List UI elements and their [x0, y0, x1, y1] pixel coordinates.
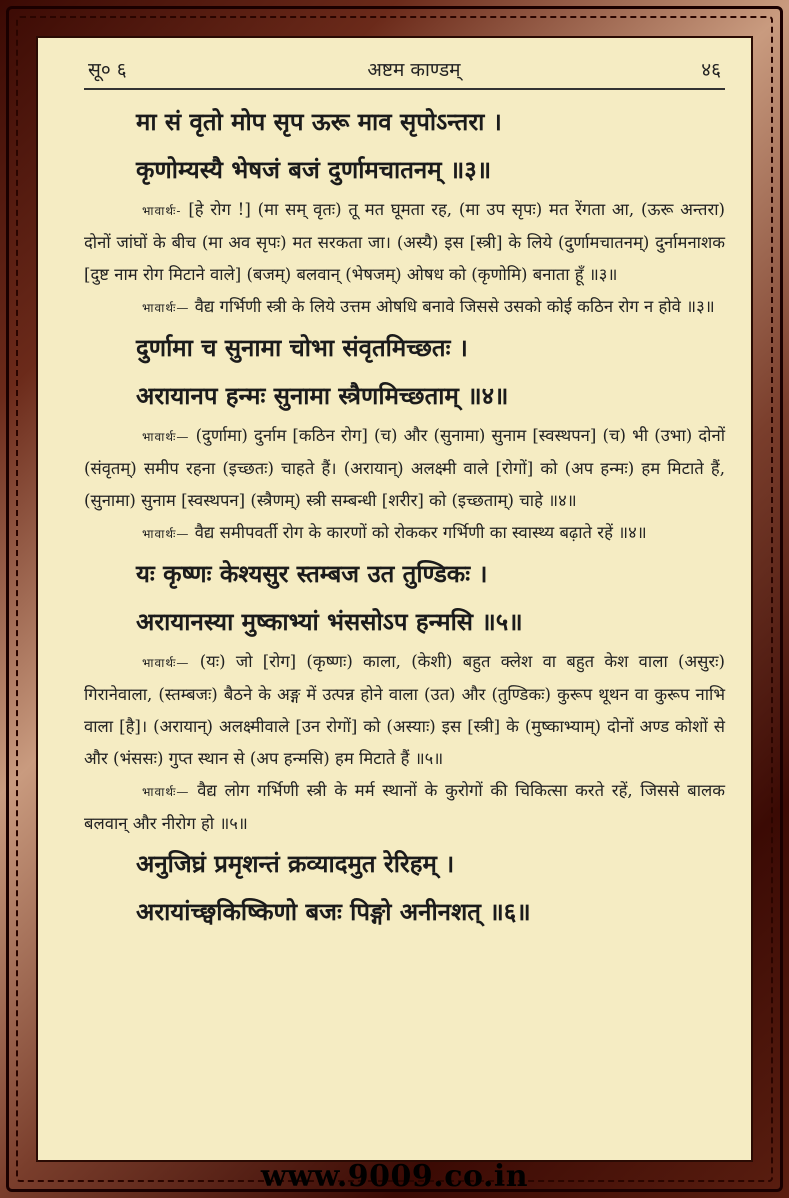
book-page — [36, 36, 753, 1162]
verse-line: यः कृष्णः केश्यसुर स्तम्बज उत तुण्डिकः । — [136, 559, 488, 588]
commentary-text: वैद्य लोग गर्भिणी स्त्री के मर्म स्थानों के कुरोगों की चिकित्सा करते रहें, जिससे बालक बलवान् और नीरोग हो ॥५॥ — [84, 781, 725, 833]
verse-line: कृणोम्यस्यै भेषजं बजं दुर्णामचातनम् ॥३॥ — [136, 155, 492, 184]
commentary-label: भावार्थः— — [142, 527, 190, 541]
commentary-text: [हे रोग !] (मा सम् वृतः) तू मत घूमता रह, (मा उप सृपः) मत रेंगता आ, (ऊरू अन्तरा) दोनों जांघों के बीच (मा अव सृपः) मत सरकता जा। (अस्यै) इस [स्त्री] के लिये (दुर्णामचातनम्) दुर्नामनाशक [दुष्ट नाम रोग मिटाने वाले] (बजम्) बलवान् (भेषजम्) ओषध को (कृणोमि) बनाता हूँ ॥३॥ — [84, 200, 725, 284]
website-watermark: www.9009.co.in — [260, 1159, 529, 1194]
commentary-paragraph — [84, 194, 725, 291]
page-number: ४६ — [701, 59, 721, 81]
commentary-label: भावार्थः— — [142, 301, 190, 315]
page-content — [84, 98, 725, 936]
sukta-number: सू० ६ — [88, 59, 127, 81]
commentary-paragraph — [84, 420, 725, 517]
commentary-text: वैद्य गर्भिणी स्त्री के लिये उत्तम ओषधि बनावे जिससे उसको कोई कठिन रोग न होवे ॥३॥ — [194, 297, 715, 316]
commentary-label: भावार्थः- — [142, 204, 182, 218]
commentary-paragraph — [84, 291, 725, 324]
commentary-paragraph — [84, 775, 725, 840]
commentary-text: (यः) जो [रोग] (कृष्णः) काला, (केशी) बहुत क्लेश वा बहुत केश वाला (असुरः) गिरानेवाला, (स्तम्बजः) बैठने के अङ्ग में उत्पन्न होने वाला (उत) और (तुण्डिकः) कुरूप थूथन वा कुरूप नाभि वाला [है]। (अरायान्) अलक्ष्मीवाले [उन रोगों] को (अस्याः) इस [स्त्री] के (मुष्काभ्याम्) दोनों अण्ड कोशों से और (भंससः) गुप्त स्थान से (अप हन्मसि) हम मिटाते हैं ॥५॥ — [84, 652, 725, 768]
commentary-label: भावार्थः— — [142, 656, 190, 670]
verse-line: अरायानस्या मुष्काभ्यां भंससोऽप हन्मसि ॥५॥ — [136, 607, 523, 636]
page-header — [84, 52, 725, 90]
commentary-paragraph — [84, 646, 725, 775]
commentary-text: (दुर्णामा) दुर्नाम [कठिन रोग] (च) और (सुनामा) सुनाम [स्वस्थपन] (च) भी (उभा) दोनों (संवृतम्) समीप रहना (इच्छतः) चाहते हैं। (अरायान्) अलक्ष्मी वाले [रोगों] को (अप हन्मः) हम मिटाते हैं, (सुनामा) सुनाम [स्वस्थपन] (स्त्रैणम्) स्त्री सम्बन्धी [शरीर] को (इच्छताम्) चाहे ॥४॥ — [84, 426, 725, 510]
verse-line: अनुजिघ्रं प्रमृशन्तं क्रव्यादमुत रेरिहम् । — [136, 849, 455, 878]
commentary-label: भावार्थः— — [142, 430, 190, 444]
commentary-text: वैद्य समीपवर्ती रोग के कारणों को रोककर गर्भिणी का स्वास्थ्य बढ़ाते रहें ॥४॥ — [194, 523, 647, 542]
verse-line: दुर्णामा च सुनामा चोभा संवृतमिच्छतः । — [136, 333, 468, 362]
verse-line: मा सं वृतो मोप सृप ऊरू माव सृपोऽन्तरा । — [136, 107, 502, 136]
commentary-paragraph — [84, 517, 725, 550]
commentary-label: भावार्थः— — [142, 785, 190, 799]
verse-line: अरायानप हन्मः सुनामा स्त्रैणमिच्छताम् ॥४॥ — [136, 381, 509, 410]
kanda-title: अष्टम काण्डम् — [367, 59, 461, 81]
verse-line: अरायांच्छ्वकिष्किणो बजः पिङ्गो अनीनशत् ॥६॥ — [136, 897, 531, 926]
